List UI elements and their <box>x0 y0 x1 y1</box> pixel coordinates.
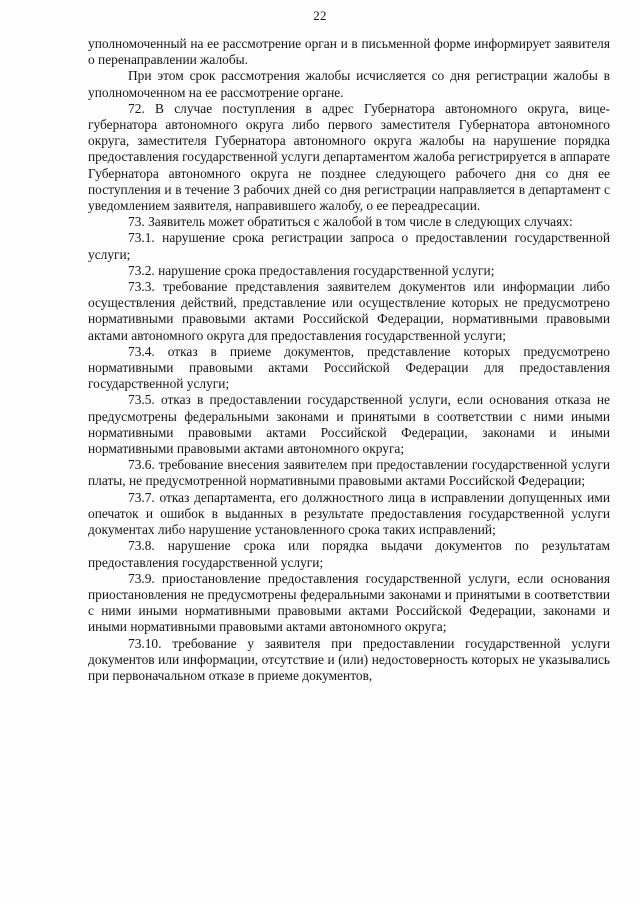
paragraph-72: 72. В случае поступления в адрес Губернатора автономного округа, вице-губернатора автономного округа либо первого заместителя Губернатора автономного округа, заместителя Губернатора автономного округа жалобы на нарушение порядка предоставления государственной услуги департаментом жалоба регистрируется в аппарате Губернатора автономного округа не позднее следующего рабочего дня со дня ее поступления и в течение 3 рабочих дней со дня регистрации направляется в департамент с уведомлением заявителя, направившего жалобу, о ее переадресации. <box>88 100 610 214</box>
paragraph-73-10: 73.10. требование у заявителя при предоставлении государственной услуги документов или информации, отсутствие и (или) недостоверность которых не указывались при первоначальном отказе в приеме документов, <box>88 635 610 683</box>
page-number: 22 <box>313 8 327 23</box>
paragraph-73-4: 73.4. отказ в приеме документов, представление которых предусмотрено нормативными правовыми актами Российской Федерации для предоставления государственной услуги; <box>88 343 610 392</box>
paragraph-73: 73. Заявитель может обратиться с жалобой в том числе в следующих случаях: <box>128 214 573 230</box>
document-body <box>88 36 610 684</box>
paragraph-73-9: 73.9. приостановление предоставления государственной услуги, если основания приостановления не предусмотрены федеральными законами и принятыми в соответствии с ними иными нормативными правовыми актами Российской Федерации, законами и иными нормативными правовыми актами автономного округа; <box>88 570 610 635</box>
paragraph-73-3: 73.3. требование представления заявителем документов или информации либо осуществления действий, представление или осуществление которых не предусмотрено нормативными правовыми актами Российской Федерации, нормативными правовыми актами автономного округа для предоставления государственной услуги; <box>88 279 610 343</box>
paragraph-complaint-term: При этом срок рассмотрения жалобы исчисляется со дня регистрации жалобы в уполномоченном на ее рассмотрение органе. <box>88 68 610 100</box>
paragraph-73-1: 73.1. нарушение срока регистрации запроса о предоставлении государственной услуги; <box>88 230 610 262</box>
paragraph-73-2: 73.2. нарушение срока предоставления государственной услуги; <box>128 262 495 278</box>
paragraph-continuation: уполномоченный на ее рассмотрение орган и в письменной форме информирует заявителя о перенаправлении жалобы. <box>88 36 610 68</box>
paragraph-73-6: 73.6. требование внесения заявителем при предоставлении государственной услуги платы, не предусмотренной нормативными правовыми актами Российской Федерации; <box>88 457 610 489</box>
paragraph-73-8: 73.8. нарушение срока или порядка выдачи документов по результатам предоставления государственной услуги; <box>88 538 610 570</box>
paragraph-73-5: 73.5. отказ в предоставлении государственной услуги, если основания отказа не предусмотрены федеральными законами и принятыми в соответствии с ними иными нормативными правовыми актами Российской Федерации, законами и иными нормативными правовыми актами автономного округа; <box>88 392 610 457</box>
paragraph-73-7: 73.7. отказ департамента, его должностного лица в исправлении допущенных ими опечаток и ошибок в выданных в результате предоставления государственной услуги документах либо нарушение установленного срока таких исправлений; <box>88 489 610 538</box>
